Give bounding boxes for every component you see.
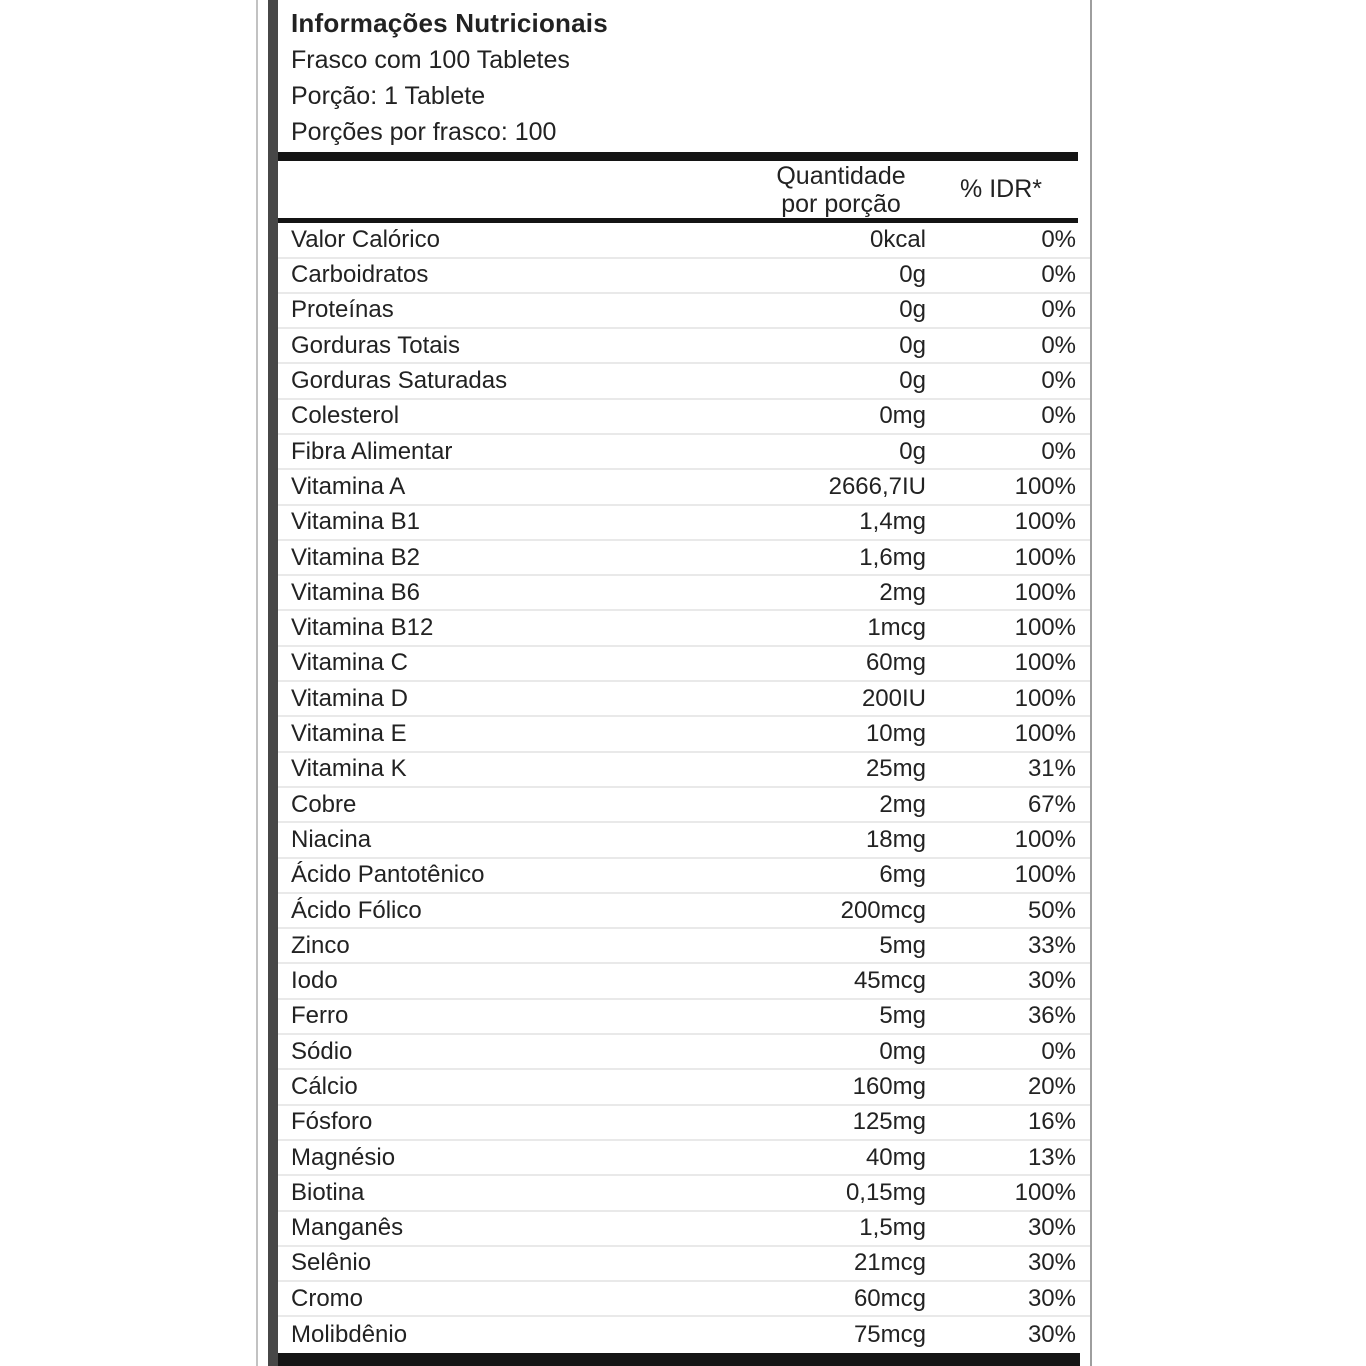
nutrient-amount: 0kcal bbox=[869, 225, 926, 253]
nutrition-facts-table bbox=[268, 0, 1090, 1366]
nutrient-name: Biotina bbox=[291, 1178, 365, 1206]
nutrient-row bbox=[278, 1176, 1090, 1211]
nutrition-facts-label bbox=[256, 0, 1092, 1366]
amount-header-line1: Quantidade bbox=[776, 161, 906, 190]
nutrient-idr: 100% bbox=[1014, 543, 1076, 571]
nutrient-name: Selênio bbox=[291, 1249, 372, 1277]
nutrient-name: Fibra Alimentar bbox=[291, 437, 453, 465]
nutrient-amount: 0g bbox=[899, 296, 926, 324]
nutrient-name: Gorduras Totais bbox=[291, 331, 460, 359]
nutrient-row bbox=[278, 435, 1090, 470]
nutrient-name: Vitamina B12 bbox=[291, 614, 434, 642]
nutrient-idr: 100% bbox=[1014, 684, 1076, 712]
nutrient-row bbox=[278, 894, 1090, 929]
nutrient-idr: 100% bbox=[1014, 861, 1076, 889]
column-header-row bbox=[278, 161, 1090, 219]
nutrient-name: Magnésio bbox=[291, 1143, 396, 1171]
nutrient-idr: 67% bbox=[1027, 790, 1076, 818]
nutrient-row bbox=[278, 259, 1090, 294]
nutrient-idr: 31% bbox=[1027, 755, 1076, 783]
nutrient-name: Zinco bbox=[291, 931, 350, 959]
nutrient-amount: 0g bbox=[899, 261, 926, 289]
nutrient-amount: 75mcg bbox=[853, 1321, 926, 1349]
nutrient-idr: 33% bbox=[1027, 931, 1076, 959]
idr-column-header: % IDR* bbox=[960, 175, 1042, 203]
nutrient-amount: 2mg bbox=[879, 790, 926, 818]
nutrient-row bbox=[278, 964, 1090, 999]
serving-size-line: Porção: 1 Tablete bbox=[291, 82, 486, 110]
nutrient-amount: 40mg bbox=[865, 1143, 926, 1171]
nutrient-amount: 125mg bbox=[852, 1108, 926, 1136]
nutrient-amount: 200mcg bbox=[840, 896, 926, 924]
nutrient-name: Cobre bbox=[291, 790, 357, 818]
nutrient-row bbox=[278, 929, 1090, 964]
nutrient-amount: 0,15mg bbox=[845, 1178, 926, 1206]
thick-divider-bottom bbox=[278, 1353, 1080, 1366]
nutrient-idr: 20% bbox=[1027, 1072, 1076, 1100]
nutrient-row bbox=[278, 1317, 1090, 1352]
nutrient-idr: 100% bbox=[1014, 720, 1076, 748]
nutrient-row bbox=[278, 506, 1090, 541]
nutrient-idr: 100% bbox=[1014, 472, 1076, 500]
nutrient-name: Valor Calórico bbox=[291, 225, 440, 253]
nutrient-idr: 100% bbox=[1014, 578, 1076, 606]
nutrient-amount: 5mg bbox=[879, 931, 926, 959]
nutrient-idr: 50% bbox=[1027, 896, 1076, 924]
nutrient-idr: 0% bbox=[1041, 402, 1076, 430]
nutrient-idr: 30% bbox=[1027, 1214, 1076, 1242]
amount-header-line2: por porção bbox=[781, 189, 901, 218]
nutrient-row bbox=[278, 364, 1090, 399]
nutrient-row bbox=[278, 1070, 1090, 1105]
nutrient-idr: 30% bbox=[1027, 1321, 1076, 1349]
nutrient-idr: 0% bbox=[1041, 437, 1076, 465]
nutrient-amount: 160mg bbox=[852, 1072, 926, 1100]
nutrient-amount: 0g bbox=[899, 331, 926, 359]
nutrient-name: Ferro bbox=[291, 1002, 349, 1030]
nutrient-row bbox=[278, 470, 1090, 505]
nutrient-name: Vitamina B6 bbox=[291, 578, 420, 606]
nutrient-row bbox=[278, 717, 1090, 752]
nutrient-rows bbox=[278, 223, 1090, 1353]
nutrient-amount: 1mcg bbox=[867, 614, 926, 642]
nutrient-amount: 60mg bbox=[865, 649, 926, 677]
nutrient-name: Vitamina B1 bbox=[291, 508, 420, 536]
nutrient-idr: 100% bbox=[1014, 1178, 1076, 1206]
nutrient-row bbox=[278, 1247, 1090, 1282]
nutrient-amount: 0mg bbox=[879, 1037, 926, 1065]
nutrient-amount: 1,6mg bbox=[859, 543, 926, 571]
nutrient-row bbox=[278, 1106, 1090, 1141]
nutrient-amount: 18mg bbox=[865, 825, 926, 853]
nutrient-amount: 0g bbox=[899, 437, 926, 465]
nutrient-idr: 100% bbox=[1014, 649, 1076, 677]
nutrient-amount: 2mg bbox=[879, 578, 926, 606]
nutrient-row bbox=[278, 753, 1090, 788]
nutrient-row bbox=[278, 647, 1090, 682]
nutrient-idr: 0% bbox=[1041, 1037, 1076, 1065]
nutrient-name: Gorduras Saturadas bbox=[291, 367, 508, 395]
nutrient-idr: 100% bbox=[1014, 508, 1076, 536]
nutrient-idr: 100% bbox=[1014, 825, 1076, 853]
nutrient-amount: 200IU bbox=[861, 684, 926, 712]
nutrient-name: Iodo bbox=[291, 967, 338, 995]
nutrient-name: Ácido Pantotênico bbox=[291, 861, 485, 889]
nutrient-row bbox=[278, 1212, 1090, 1247]
label-title: Informações Nutricionais bbox=[291, 8, 608, 38]
nutrient-name: Vitamina A bbox=[291, 472, 406, 500]
nutrient-name: Sódio bbox=[291, 1037, 353, 1065]
nutrient-amount: 21mcg bbox=[853, 1249, 926, 1277]
nutrient-amount: 6mg bbox=[879, 861, 926, 889]
nutrient-row bbox=[278, 223, 1090, 258]
nutrient-row bbox=[278, 541, 1090, 576]
nutrient-idr: 0% bbox=[1041, 261, 1076, 289]
nutrient-row bbox=[278, 682, 1090, 717]
bottle-contents-line: Frasco com 100 Tabletes bbox=[291, 46, 570, 74]
nutrient-name: Vitamina E bbox=[291, 720, 407, 748]
nutrient-row bbox=[278, 611, 1090, 646]
nutrient-name: Manganês bbox=[291, 1214, 404, 1242]
nutrient-name: Cromo bbox=[291, 1284, 364, 1312]
nutrient-row bbox=[278, 576, 1090, 611]
nutrient-name: Vitamina K bbox=[291, 755, 407, 783]
nutrient-idr: 30% bbox=[1027, 1284, 1076, 1312]
amount-column-header bbox=[756, 162, 926, 218]
nutrient-amount: 1,5mg bbox=[859, 1214, 926, 1242]
servings-per-bottle-line: Porções por frasco: 100 bbox=[291, 118, 557, 146]
nutrient-name: Carboidratos bbox=[291, 261, 429, 289]
nutrient-name: Proteínas bbox=[291, 296, 394, 324]
nutrient-row bbox=[278, 329, 1090, 364]
nutrient-row bbox=[278, 1141, 1090, 1176]
label-header bbox=[278, 0, 1090, 150]
nutrient-amount: 25mg bbox=[865, 755, 926, 783]
nutrient-idr: 0% bbox=[1041, 331, 1076, 359]
nutrient-amount: 60mcg bbox=[853, 1284, 926, 1312]
nutrient-amount: 1,4mg bbox=[859, 508, 926, 536]
nutrient-row bbox=[278, 1035, 1090, 1070]
nutrient-idr: 36% bbox=[1027, 1002, 1076, 1030]
nutrient-amount: 5mg bbox=[879, 1002, 926, 1030]
nutrient-idr: 0% bbox=[1041, 296, 1076, 324]
nutrient-idr: 30% bbox=[1027, 1249, 1076, 1277]
nutrient-row bbox=[278, 788, 1090, 823]
nutrient-idr: 30% bbox=[1027, 967, 1076, 995]
nutrient-row bbox=[278, 823, 1090, 858]
nutrient-row bbox=[278, 1282, 1090, 1317]
nutrient-name: Cálcio bbox=[291, 1072, 358, 1100]
nutrient-idr: 100% bbox=[1014, 614, 1076, 642]
nutrient-idr: 16% bbox=[1027, 1108, 1076, 1136]
nutrient-row bbox=[278, 1000, 1090, 1035]
nutrient-idr: 0% bbox=[1041, 367, 1076, 395]
nutrient-idr: 0% bbox=[1041, 225, 1076, 253]
nutrient-amount: 0mg bbox=[879, 402, 926, 430]
nutrient-name: Colesterol bbox=[291, 402, 400, 430]
nutrient-row bbox=[278, 294, 1090, 329]
nutrient-name: Ácido Fólico bbox=[291, 896, 422, 924]
nutrient-name: Fósforo bbox=[291, 1108, 373, 1136]
nutrient-amount: 2666,7IU bbox=[828, 472, 926, 500]
nutrient-row bbox=[278, 400, 1090, 435]
nutrient-name: Vitamina D bbox=[291, 684, 408, 712]
thick-divider-top bbox=[278, 152, 1078, 161]
nutrient-name: Vitamina C bbox=[291, 649, 408, 677]
nutrient-amount: 0g bbox=[899, 367, 926, 395]
nutrient-amount: 10mg bbox=[865, 720, 926, 748]
nutrient-name: Niacina bbox=[291, 825, 372, 853]
nutrient-name: Vitamina B2 bbox=[291, 543, 420, 571]
nutrient-idr: 13% bbox=[1027, 1143, 1076, 1171]
nutrient-amount: 45mcg bbox=[853, 967, 926, 995]
nutrient-row bbox=[278, 859, 1090, 894]
nutrient-name: Molibdênio bbox=[291, 1321, 408, 1349]
